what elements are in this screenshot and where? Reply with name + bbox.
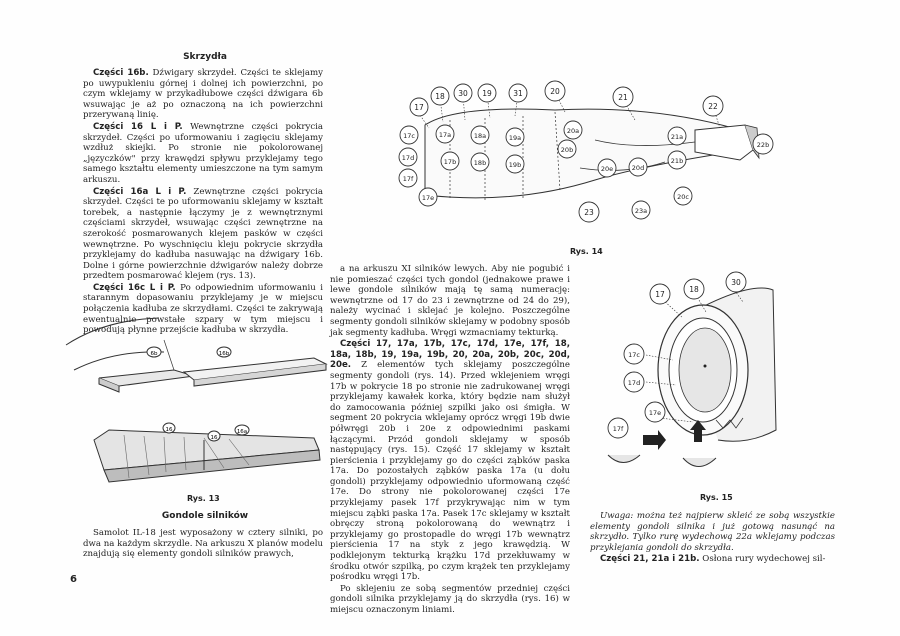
label-6b: 6b xyxy=(150,351,158,357)
svg-text:18: 18 xyxy=(689,285,699,294)
paragraph: Części 17, 17a, 17b, 17c, 17d, 17e, 17f, 18, 18a, 18b, 19, 19a, 19b, 20, 20a, 20b, 20c, 20d, 20e. Z elementów tych sklejamy poszczególne segmenty gondoli (rys. 14). Przed wklejeniem wręgi 17b w pokrycie 18 po stronie nie zadrukowanej wręgi przyklejamy kawałek korka, który będzie nam służył do zamocowania później szpilki jako osi śmigła. W segment 20 pokrycia wklejamy oprócz wręgi 19b dwie półwręgi 20b i 20e z odpowiednimi paskami łączącymi. Przód gondoli sklejamy w sposób następujący (rys. 15). Część 17 sklejamy w kształt pierścienia i przyklejamy go do części ząbków paska 17a. Do pozostałych ząbków paska 17a (u dołu gondoli) przyklejamy odpowiednio uformowaną część 17e. Do strony nie pokolorowanej części 17e przyklejamy pasek 17f przykrywając nim w tym miejscu ząbki paska 17a. Pasek 17c sklejamy w kształt obręczy stroną pokolorowaną do wewnątrz i przyklejamy go prostopadle do wręgi 17b wewnątrz pierścienia 17 na styk z jego krawędzią. W podklejonym tekturką krążku 17d przekłuwamy w środku otwór szpilką, po czym krążek ten przyklejamy pośrodku wręgi 17b. xyxy=(330,339,570,583)
page-number: 6 xyxy=(70,574,77,585)
label-16: 16 xyxy=(210,435,218,441)
label-16a: 16a xyxy=(236,429,248,435)
svg-text:19b: 19b xyxy=(508,161,522,169)
svg-text:20: 20 xyxy=(550,87,560,96)
svg-text:19: 19 xyxy=(482,89,492,98)
note-paragraph: Uwaga: można też najpierw skleić ze sobą wszystkie elementy gondoli silnika i już gotową nasunąć na skrzydło. Tylko rurę wydechową 22a wklejamy podczas przyklejania gondoli do skrzydła. xyxy=(590,511,835,553)
svg-text:17c: 17c xyxy=(628,351,640,359)
svg-text:31: 31 xyxy=(513,89,523,98)
right-column-text xyxy=(590,511,835,566)
svg-text:21a: 21a xyxy=(670,133,684,141)
svg-text:18b: 18b xyxy=(473,159,487,167)
svg-text:17a: 17a xyxy=(438,131,452,139)
paragraph: Części 16 L i P. Wewnętrzne części pokrycia skrzydeł. Części po uformowaniu i zagięciu sklejamy wzdłuż skiejki. Po stronie nie pokolorowanej „języczków" przy krawędzi spływu przyklejamy tego samego kształtu elementy umieszczone na tym samym arkuszu. xyxy=(83,121,324,185)
paragraph: Części 16c L i P. Po odpowiednim uformowaniu i starannym dopasowaniu przyklejamy je w miejscu połączenia kadłuba ze skrzydłami. Części te zakrywają ewentualnie powstałe szpary w tym miejscu i powodują płynne przejście kadłuba w skrzydła. xyxy=(83,282,323,336)
svg-text:17e: 17e xyxy=(648,409,662,417)
label-16: 16 xyxy=(165,427,173,433)
paragraph: Części 16b. Dźwigary skrzydeł. Części te sklejamy po uwypukleniu górnej i dolnej ich powierzchni, po czym wklejamy w przykadłubowe części dźwigara 6b wsuwając je aż po oznaczoną na ich powierzchni przerywaną linię. xyxy=(83,68,323,121)
caption-rys14: Rys. 14 xyxy=(570,247,603,256)
svg-text:30: 30 xyxy=(458,89,468,98)
svg-text:20e: 20e xyxy=(600,165,614,173)
svg-text:19a: 19a xyxy=(508,134,522,142)
svg-text:22: 22 xyxy=(708,102,718,111)
figure-rys14 xyxy=(395,80,790,240)
svg-text:17f: 17f xyxy=(612,425,624,433)
svg-text:18a: 18a xyxy=(473,132,487,140)
svg-text:21b: 21b xyxy=(670,157,684,165)
svg-text:17c: 17c xyxy=(403,132,415,140)
svg-text:17e: 17e xyxy=(421,194,435,202)
svg-text:20b: 20b xyxy=(560,146,574,154)
paragraph: Części 21, 21a i 21b. Osłona rury wydechowej sil- xyxy=(600,554,826,565)
paragraph: a na arkuszu XI silników lewych. Aby nie pogubić i nie pomieszać części tych gondol (jednakowe prawe i lewe gondole silników mają tę samą numerację: wewnętrzne od 17 do 23 i zewnętrzne od 24 do 29), należy wycinać i sklejać je kolejno. Poszczególne segmenty gondoli silników sklejamy w podobny sposób jak segmenty kadłuba. Wręgi wzmacniamy tekturką. xyxy=(330,264,570,338)
paragraph: Części 16a L i P. Zewnętrzne części pokrycia skrzydeł. Części te po uformowaniu sklejamy w kształt torebek, a następnie łączymy je z wewnętrznymi częściami skrzydeł, wsuwając części zewnętrzne na szerokość posmarowanych klejem pasków w części wewnętrzne. Po wyschnięciu kleju pokrycie skrzydła przyklejamy do kadłuba nasuwając na dźwigary 16b. Dolne i górne powierzchnie dźwigarów należy dobrze przedtem posmarować klejem (rys. 13). xyxy=(83,186,323,282)
svg-text:17: 17 xyxy=(414,103,424,112)
figure-rys13 xyxy=(64,310,334,490)
svg-text:20a: 20a xyxy=(566,127,580,135)
svg-text:30: 30 xyxy=(731,278,741,287)
svg-text:23a: 23a xyxy=(634,207,648,215)
svg-text:20c: 20c xyxy=(677,193,689,201)
svg-text:17b: 17b xyxy=(443,158,457,166)
paragraph: Po sklejeniu ze sobą segmentów przedniej części gondoli silnika przyklejamy ją do skrzydła (rys. 16) w miejscu oznaczonym liniami. xyxy=(330,583,570,615)
svg-text:23: 23 xyxy=(584,208,594,217)
svg-text:16b: 16b xyxy=(218,351,230,357)
svg-text:20d: 20d xyxy=(631,164,645,172)
subsection-title: Gondole silników xyxy=(161,511,249,521)
svg-text:21: 21 xyxy=(618,93,628,102)
svg-text:17f: 17f xyxy=(402,175,414,183)
svg-text:17d: 17d xyxy=(401,154,415,162)
middle-column-text xyxy=(330,264,570,617)
svg-text:18: 18 xyxy=(435,92,445,101)
figure-rys15 xyxy=(598,270,778,480)
caption-rys13: Rys. 13 xyxy=(187,494,220,503)
gondole-paragraph: Samolot IL-18 jest wyposażony w cztery silniki, po dwa na każdym skrzydle. Na arkuszu X planów modelu znajdują się elementy gondoli silników prawych, xyxy=(83,528,323,560)
left-column-text xyxy=(83,68,323,337)
svg-text:17d: 17d xyxy=(627,379,641,387)
section-title: Skrzydła xyxy=(183,52,227,62)
svg-text:17: 17 xyxy=(655,290,665,299)
caption-rys15: Rys. 15 xyxy=(700,493,733,502)
svg-text:22b: 22b xyxy=(756,141,770,149)
